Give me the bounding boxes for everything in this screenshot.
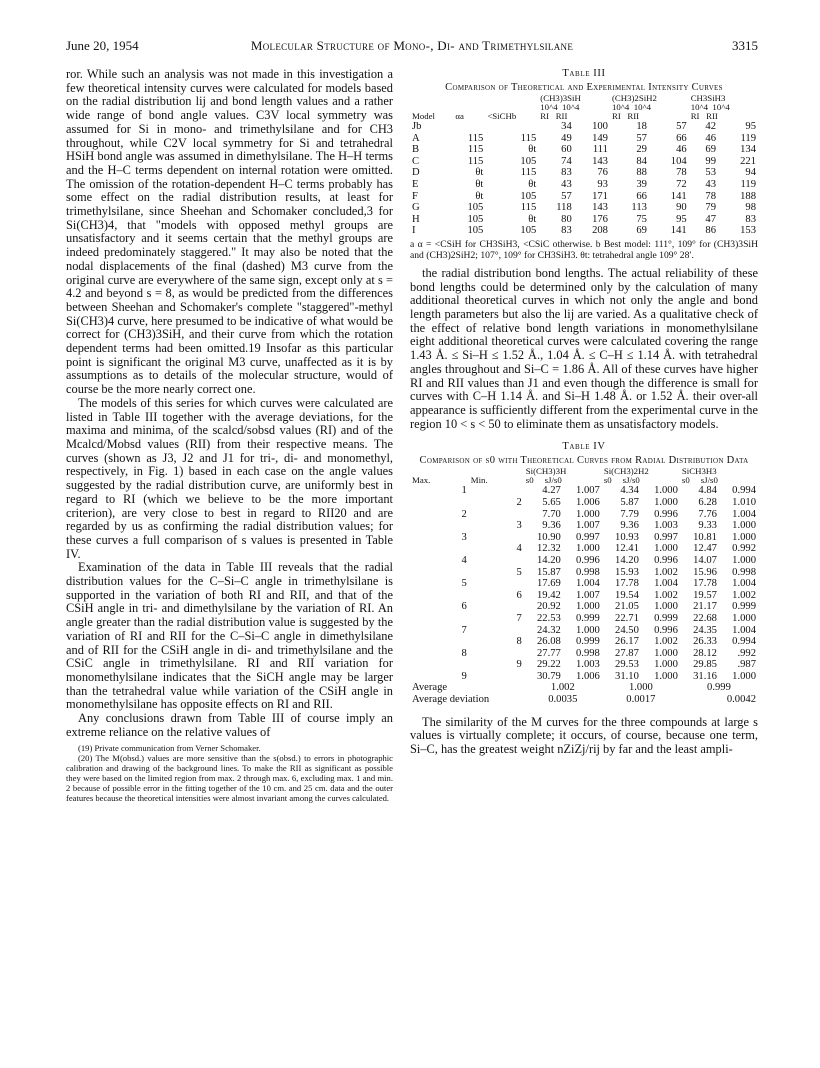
paragraph: The models of this series for which curves were calculated are listed in Table III together with the average deviations, for the maxima and minima, of the scalcd/sobsd values (RI) and of the Mcalcd/Mobsd values (RII) from their respective means. The curves (shown as J3, J2 and J1 for tri-, di- and monomethyl, respectively, in Fig. 1) based in each case on the angle values suggested by the radial distribution curve, are uniformly best in regard to RI (which we believe to be the more important criterion), are very close to best in regard to RII20 and are regarded by us as confirming the radial distribution values; for these curves a full comparison of s values is presented in Table IV. (66, 395, 393, 561)
col-model: Model (412, 111, 435, 121)
table4 (410, 467, 758, 705)
header-title: Molecular Structure of Mono-, Di- and Trimethylsilane (250, 38, 574, 53)
table-row: 9 29.22 1.003 29.53 1.000 29.85 .987 (516, 659, 756, 671)
table4-caption (410, 441, 758, 467)
table-row: 6 20.92 1.000 21.05 1.000 21.17 0.999 (461, 601, 756, 613)
table-row: H 105 θt 80 176 75 95 47 83 (412, 213, 756, 225)
group-header: SiCH3H3 s0 sJ/s0 (681, 466, 718, 486)
table3-title: Comparison of Theoretical and Experimental Intensity Curves (445, 82, 723, 93)
table3 (410, 94, 758, 237)
table-row: 8 26.08 0.999 26.17 1.002 26.33 0.994 (516, 636, 756, 648)
group-header: (CH3)2SiH2 10^4 10^4 RI RII (611, 93, 657, 121)
paragraph: Any conclusions drawn from Table III of course imply an extreme reliance on the relative values of (66, 711, 393, 739)
table-row: 3 10.90 0.997 10.93 0.997 10.81 1.000 (461, 531, 756, 543)
page-number: 3315 (732, 38, 758, 53)
footnote: (20) The M(obsd.) values are more sensitive than the s(obsd.) to errors in photographic calibration and drawing of the background lines. To make the RII as significant as possible they were based on the limited region from max. 2 through max. 6, excluding max. 1 and min. 2 because of possible error in the fitting together of the 10 cm. and 25 cm. data and the outer features because the theoretical intensities were almost invariant among the curves calculated. (66, 753, 393, 804)
group-header: CH3SiH3 10^4 10^4 RI RII (690, 93, 730, 121)
table-row: Jb 34 100 18 57 42 95 (412, 121, 756, 132)
table-row: C 115 105 74 143 84 104 99 221 (412, 155, 756, 167)
table-row: 7 24.32 1.000 24.50 0.996 24.35 1.004 (461, 624, 756, 636)
table3-notes: a α = <CSiH for CH3SiH3, <CSiC otherwise. b Best model: 111°, 109° for (CH3)3SiH and (CH3)2SiH2; 107°, 109° for CH3SiH3. θt: tetrahedral angle 109° 28′. (410, 238, 758, 261)
table-row: 8 27.77 0.998 27.87 1.000 28.12 .992 (461, 647, 756, 659)
table3-header-row (410, 94, 758, 121)
paragraph: Examination of the data in Table III reveals that the radial distribution values for the C–Si–C angle in trimethylsilane is supported in the variation of both RI and RII, and that of the CSiH angle in tri- and dimethylsilane by the variation of RI. An angle greater than the radial distribution value is suggested by the variation of RI and RII for the C–Si–C angle in dimethylsilane and of RII for the CSiH angle in di- and trimethylsilane and the CSiC angle in trimethylsilane. RI and RII variation for monomethylsilane indicates that the SiCH angle may be larger than the tetrahedral value while variation of the CSiH angle in monomethylsilane has opposite effects on RI and RII. (66, 560, 393, 712)
table4-avgdev-row: Average deviation 0.0035 0.0017 0.0042 (412, 694, 756, 706)
running-header (66, 38, 758, 56)
table-row: F θt 105 57 171 66 141 78 188 (412, 190, 756, 202)
right-column (410, 68, 758, 757)
table-row: 9 30.79 1.006 31.10 1.000 31.16 1.000 (461, 670, 756, 682)
table4-header-row (410, 467, 758, 485)
group-header: Si(CH3)2H2 s0 sJ/s0 (603, 466, 649, 486)
paragraph: ror. While such an analysis was not made in this investigation a few theoretical intensity curves were calculated for models based on the radial distribution lij and bond length values and a rather wide range of bond angle values. C3V local symmetry was assumed for Si in mono- and trimethylsilane and for CH3 throughout, while C2V local symmetry for Si and tetrahedral HSiH bond angle was assumed in dimethylsilane. The H–H terms and the H–C terms dependent on internal rotation were omitted. The omission of the rotation-dependent H–C terms probably has some effect on the radial distribution results, at least for trimethylsilane, since Sheehan and Schomaker concluded,3 for Si(CH3)4, that "models with opposed methyl groups are unsatisfactory and it seems certain that the methyl groups are indeed predominately staggered." It may also be noted that the nodal displacements of the final (dashed) M3 curve from the original curve are everywhere of the same sign, except only at s = 4.2 and beyond s = 8, as would be predicted from the differences between Sheehan and Schomaker's complete "staggered"-methyl Si(CH3)4 curve, here presumed to be indicative of what would be correct for (CH3)3SiH, and their curve from which the rotation dependent terms had been omitted.19 Insofar as this particular point is significant the original M3 curve, unaffected as it is by assumptions as to details of the molecular structure, would of course be the more nearly correct one. (66, 67, 393, 397)
table4-average-row: Average 1.002 1.000 0.999 (412, 682, 731, 694)
left-column (66, 68, 393, 803)
col-sich: <SiCHb (487, 111, 517, 121)
col-alpha: αa (455, 111, 464, 121)
group-header: (CH3)3SiH 10^4 10^4 RI RII (540, 93, 581, 121)
col-min: Min. (470, 475, 488, 486)
footnotes (66, 743, 393, 803)
group-header: Si(CH3)3H s0 sJ/s0 (525, 466, 567, 486)
table-row: I 105 105 83 208 69 141 86 153 (412, 225, 756, 237)
col-max: Max. (412, 475, 431, 486)
paragraph: the radial distribution bond lengths. The actual reliability of these bond lengths could be determined only by the calculation of many additional theoretical curves in which not only the angle and bond length parameters but also the lij are varied. As a qualitative check of the effect of relative bond length variations in monomethylsilane eight additional theoretical curves were calculated covering the range 1.43 Å. ≤ Si–H ≤ 1.52 Å., 1.04 Å. ≤ C–H ≤ 1.14 Å. with tetrahedral angles throughout and Si–C = 1.86 Å. All of these curves have higher RI and RII values than J1 and even though the difference is small for curves with C–H 1.14 Å. and Si–H 1.48 Å. or 1.52 Å. their over-all appearance is sufficiently different from the experimental curve in the region 10 < s < 50 to eliminate them as unsatisfactory models. (410, 265, 758, 431)
table-row: A 115 115 49 149 57 66 46 119 (412, 132, 756, 144)
header-date: June 20, 1954 (66, 38, 139, 53)
table-row: D θt 115 83 76 88 78 53 94 (412, 167, 756, 179)
table3-number: Table III (562, 68, 606, 79)
footnote: (19) Private communication from Verner Schomaker. (78, 743, 261, 754)
table-row: 2 5.65 1.006 5.87 1.000 6.28 1.010 (516, 496, 756, 508)
table4-number: Table IV (562, 441, 606, 453)
paragraph: The similarity of the M curves for the three compounds at large s values is virtually complete; it occurs, of course, because one term, Si–C, has the greatest weight nZiZj/rij by far and the least ampli- (410, 714, 758, 757)
table-row: E θt θt 43 93 39 72 43 119 (412, 178, 756, 190)
table-row: G 105 115 118 143 113 90 79 98 (412, 202, 756, 214)
table-row: 3 9.36 1.007 9.36 1.003 9.33 1.000 (516, 520, 756, 532)
table-row: 6 19.42 1.007 19.54 1.002 19.57 1.002 (516, 589, 756, 601)
table-row: 4 14.20 0.996 14.20 0.996 14.07 1.000 (461, 554, 756, 566)
table3-caption (410, 68, 758, 94)
table-row: 5 15.87 0.998 15.93 1.002 15.96 0.998 (516, 566, 756, 578)
table-row: B 115 θt 60 111 29 46 69 134 (412, 144, 756, 156)
table-row: 5 17.69 1.004 17.78 1.004 17.78 1.004 (461, 578, 756, 590)
table4-title: Comparison of s0 with Theoretical Curves from Radial Distribution Data (419, 455, 749, 467)
table-row: 4 12.32 1.000 12.41 1.000 12.47 0.992 (516, 543, 756, 555)
table-row: 7 22.53 0.999 22.71 0.999 22.68 1.000 (516, 612, 756, 624)
table-row: 1 4.27 1.007 4.34 1.000 4.84 0.994 (461, 485, 756, 497)
table-row: 2 7.70 1.000 7.79 0.996 7.76 1.004 (461, 508, 756, 520)
